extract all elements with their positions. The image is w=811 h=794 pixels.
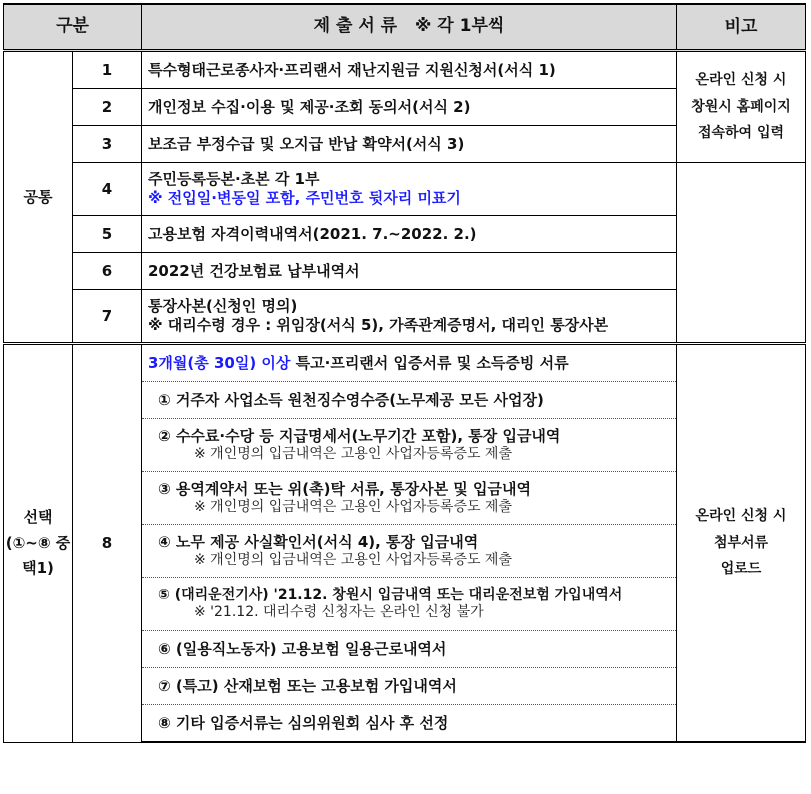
document-note: ※ 전입일·변동일 포함, 주민번호 뒷자리 미표기 xyxy=(148,189,461,207)
remark-line: 첨부서류 xyxy=(713,534,769,551)
remark-line: 창원시 홈페이지 xyxy=(691,98,791,115)
document-cell xyxy=(142,290,677,344)
document-note: ※ 개인명의 입금내역은 고용인 사업자등록증도 제출 xyxy=(194,498,512,515)
document-text: 개인정보 수집·이용 및 제공·조회 동의서(서식 2) xyxy=(142,89,677,126)
row-number: 7 xyxy=(73,290,142,344)
intro-rest: 특고·프리랜서 입증서류 및 소득증빙 서류 xyxy=(290,353,569,372)
document-text: ⑤ (대리운전기사) '21.12. 창원시 입금내역 또는 대리운전보험 가입내역서 xyxy=(158,586,623,603)
document-text: ④ 노무 제공 사실확인서(서식 4), 통장 입금내역 xyxy=(158,532,479,551)
row-number: 5 xyxy=(73,216,142,253)
group-optional-line: (①~⑧ 중 xyxy=(5,533,71,552)
document-text: ③ 용역계약서 또는 위(촉)탁 서류, 통장사본 및 입금내역 xyxy=(158,479,531,498)
document-intro xyxy=(142,344,677,382)
document-text: 주민등록등본·초본 각 1부 xyxy=(148,170,320,189)
document-text: ⑦ (특고) 산재보험 또는 고용보험 가입내역서 xyxy=(142,668,677,705)
row-number: 4 xyxy=(73,163,142,216)
document-cell xyxy=(142,578,677,631)
table-row xyxy=(4,163,806,216)
document-text: ⑥ (일용직노동자) 고용보험 일용근로내역서 xyxy=(142,631,677,668)
document-text: ⑧ 기타 입증서류는 심의위원회 심사 후 선정 xyxy=(142,705,677,743)
remark-upload xyxy=(677,344,806,743)
header-category: 구분 xyxy=(4,4,142,51)
document-cell xyxy=(142,525,677,578)
group-optional-line: 선택 xyxy=(23,508,53,526)
remark-line: 업로드 xyxy=(720,561,762,578)
header-row xyxy=(4,4,806,51)
document-cell xyxy=(142,472,677,525)
intro-highlight: 3개월(총 30일) 이상 xyxy=(148,353,291,372)
remark-line: 온라인 신청 시 xyxy=(695,72,787,89)
document-note: ※ 개인명의 입금내역은 고용인 사업자등록증도 제출 xyxy=(194,445,512,462)
remark-empty xyxy=(677,163,806,344)
table-row xyxy=(4,51,806,89)
remark-line: 접속하여 입력 xyxy=(697,125,785,142)
document-text: 보조금 부정수급 및 오지급 반납 확약서(서식 3) xyxy=(142,126,677,163)
document-text: ① 거주자 사업소득 원천징수영수증(노무제공 모든 사업장) xyxy=(142,382,677,419)
group-optional xyxy=(4,344,73,743)
document-text: 특수형태근로종사자·프리랜서 재난지원금 지원신청서(서식 1) xyxy=(142,51,677,89)
row-number: 6 xyxy=(73,253,142,290)
remark-line: 온라인 신청 시 xyxy=(695,508,787,525)
remark-online-input xyxy=(677,51,806,163)
document-text: 통장사본(신청인 명의) xyxy=(148,297,298,316)
document-note: ※ 개인명의 입금내역은 고용인 사업자등록증도 제출 xyxy=(194,551,512,568)
document-cell xyxy=(142,163,677,216)
row-number: 2 xyxy=(73,89,142,126)
table-row xyxy=(4,344,806,382)
header-remarks: 비고 xyxy=(677,4,806,51)
row-number: 8 xyxy=(73,344,142,743)
document-note: ※ '21.12. 대리수령 신청자는 온라인 신청 불가 xyxy=(194,604,484,620)
document-text: 고용보험 자격이력내역서(2021. 7.~2022. 2.) xyxy=(142,216,677,253)
documents-table xyxy=(3,3,806,743)
group-optional-line: 택1) xyxy=(22,559,54,577)
group-common: 공통 xyxy=(4,51,73,344)
row-number: 3 xyxy=(73,126,142,163)
header-documents: 제 출 서 류 ※ 각 1부씩 xyxy=(142,4,677,51)
document-cell xyxy=(142,419,677,472)
document-note: ※ 대리수령 경우 : 위임장(서식 5), 가족관계증명서, 대리인 통장사본 xyxy=(148,316,609,334)
document-text: 2022년 건강보험료 납부내역서 xyxy=(142,253,677,290)
document-text: ② 수수료·수당 등 지급명세서(노무기간 포함), 통장 입금내역 xyxy=(158,426,561,445)
row-number: 1 xyxy=(73,51,142,89)
